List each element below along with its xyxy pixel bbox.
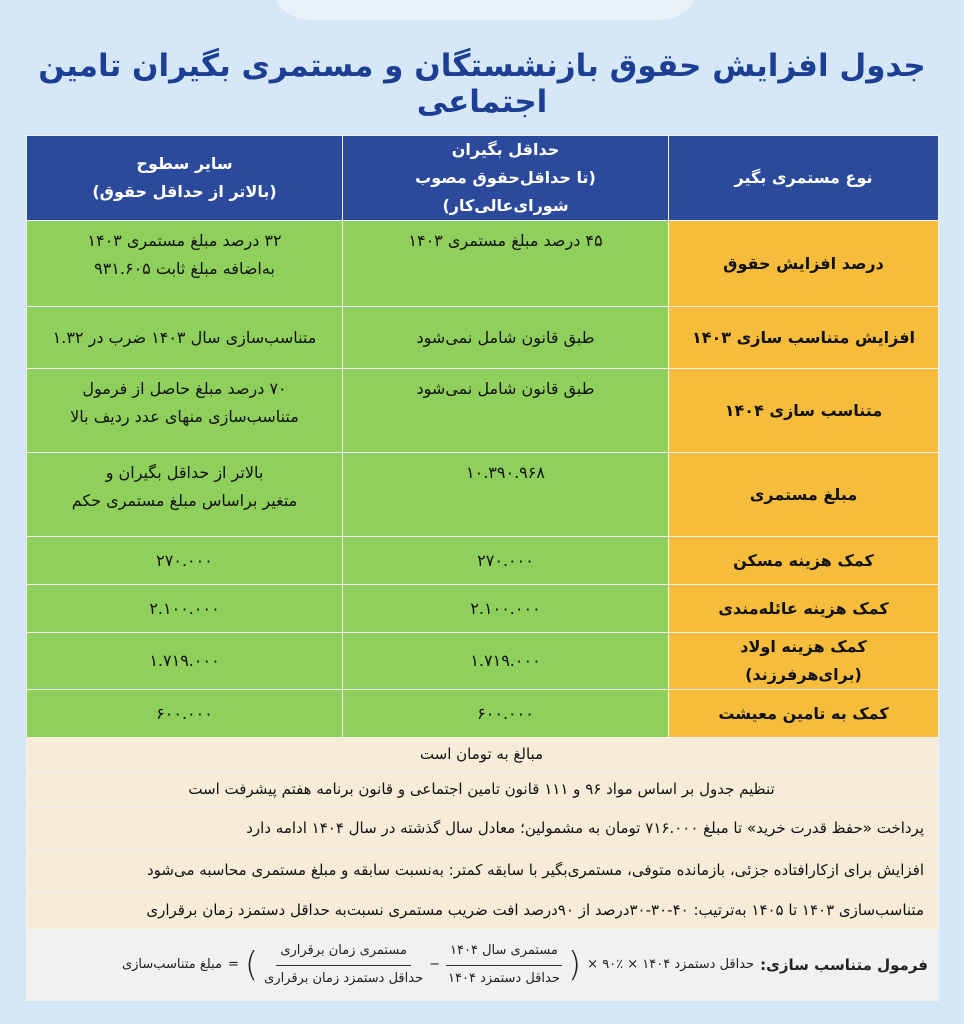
fraction-numerator: مستمری زمان برقراری: [276, 940, 411, 966]
fraction-denominator: حداقل دستمزد زمان برقراری: [264, 970, 424, 986]
row-label: کمک هزینه عائله‌مندی: [669, 585, 939, 633]
table-row: [27, 307, 939, 369]
min-cell: ۲.۱۰۰.۰۰۰: [343, 585, 669, 633]
header-other-levels: سایر سطوح (بالاتر از حداقل حقوق): [27, 136, 343, 221]
row-label: درصد افزایش حقوق: [669, 221, 939, 307]
header-type: نوع مستمری بگیر: [669, 136, 939, 221]
other-cell: ۱.۷۱۹.۰۰۰: [27, 633, 343, 690]
header-min-earners: حداقل بگیران (تا حداقل‌حقوق مصوب شورای‌عالی‌کار): [343, 136, 669, 221]
row-label: کمک هزینه مسکن: [669, 537, 939, 585]
min-cell: ۱۰.۳۹۰.۹۶۸: [343, 453, 669, 537]
min-cell: ۶۰۰.۰۰۰: [343, 690, 669, 738]
table-row: [27, 633, 939, 690]
table-row: [27, 537, 939, 585]
other-cell: ۲۷۰.۰۰۰: [27, 537, 343, 585]
formula-label: فرمول متناسب سازی:: [760, 955, 928, 974]
note-partial-disability: افزایش برای ازکارافتاده جزئی، بازمانده متوفی، مستمری‌بگیر با سابقه کمتر: به‌نسبت سابقه و مبلغ مستمری محاسبه می‌شود: [27, 850, 939, 892]
other-cell: ۶۰۰.۰۰۰: [27, 690, 343, 738]
formula-close-paren: ): [244, 945, 259, 985]
table-row: [27, 690, 939, 738]
note-row: [27, 772, 939, 808]
other-cell: بالاتر از حداقل بگیران و متغیر براساس مبلغ مستمری حکم: [27, 453, 343, 537]
row-label: افزایش متناسب سازی ۱۴۰۳: [669, 307, 939, 369]
fraction-denominator: حداقل دستمزد ۱۴۰۴: [448, 970, 560, 986]
formula-fraction-origin: [264, 940, 423, 991]
formula-cell: [27, 930, 939, 1001]
note-row: [27, 808, 939, 850]
note-row: [27, 738, 939, 772]
row-label: متناسب سازی ۱۴۰۴: [669, 369, 939, 453]
note-row: [27, 850, 939, 892]
table-row: [27, 369, 939, 453]
table-row: [27, 585, 939, 633]
table-header-row: [27, 136, 939, 221]
table-row: [27, 221, 939, 307]
top-decoration: [270, 0, 700, 20]
page-title: جدول افزایش حقوق بازنشستگان و مستمری بگیران تامین اجتماعی: [38, 48, 926, 120]
min-cell: ۲۷۰.۰۰۰: [343, 537, 669, 585]
note-currency: مبالغ به تومان است: [27, 738, 939, 772]
note-adjustment-schedule: متناسب‌سازی ۱۴۰۳ تا ۱۴۰۵ به‌ترتیب: ۴۰-۳۰-۳۰درصد از ۹۰درصد افت ضریب مستمری نسبت‌به حداقل دستمزد زمان برقراری: [27, 892, 939, 930]
other-cell: متناسب‌سازی سال ۱۴۰۳ ضرب در ۱.۳۲: [27, 307, 343, 369]
row-label: کمک هزینه اولاد (برای‌هرفرزند): [669, 633, 939, 690]
row-label: مبلغ مستمری: [669, 453, 939, 537]
formula-row: [27, 930, 939, 1001]
min-cell: طبق قانون شامل نمی‌شود: [343, 369, 669, 453]
fraction-numerator: مستمری سال ۱۴۰۴: [446, 940, 562, 966]
formula-fraction-current: [446, 940, 562, 991]
note-row: [27, 892, 939, 930]
note-purchasing-power: پرداخت «حفظ قدرت خرید» تا مبلغ ۷۱۶.۰۰۰ تومان به مشمولین؛ معادل سال گذشته در سال ۱۴۰۴ ادامه دارد: [27, 808, 939, 850]
formula-equals: =: [227, 956, 239, 972]
other-cell: ۲.۱۰۰.۰۰۰: [27, 585, 343, 633]
formula-prefix: حداقل دستمزد ۱۴۰۴ × ٪۹۰ ×: [587, 956, 755, 972]
formula-open-paren: (: [567, 945, 582, 985]
note-law-basis: تنظیم جدول بر اساس مواد ۹۶ و ۱۱۱ قانون تامین اجتماعی و قانون برنامه هفتم پیشرفت است: [27, 772, 939, 808]
min-cell: ۴۵ درصد مبلغ مستمری ۱۴۰۳: [343, 221, 669, 307]
other-cell: ۳۲ درصد مبلغ مستمری ۱۴۰۳ به‌اضافه مبلغ ثابت ۹۳۱.۶۰۵: [27, 221, 343, 307]
adjustment-formula: [37, 940, 928, 991]
table-row: [27, 453, 939, 537]
formula-minus: −: [429, 956, 441, 972]
other-cell: ۷۰ درصد مبلغ حاصل از فرمول متناسب‌سازی منهای عدد ردیف بالا: [27, 369, 343, 453]
min-cell: ۱.۷۱۹.۰۰۰: [343, 633, 669, 690]
salary-table: [26, 135, 939, 1001]
min-cell: طبق قانون شامل نمی‌شود: [343, 307, 669, 369]
row-label: کمک به تامین معیشت: [669, 690, 939, 738]
formula-result: مبلغ متناسب‌سازی: [121, 956, 222, 972]
